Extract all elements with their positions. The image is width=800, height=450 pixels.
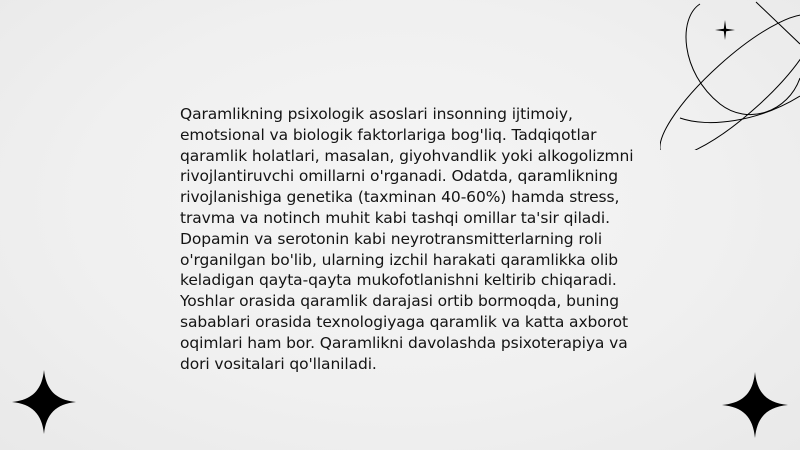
slide-body-text: Qaramlikning psixologik asoslari insonning ijtimoiy, emotsional va biologik faktorlariga bog'liq. Tadqiqotlar qaramlik holatlari, masalan, giyohvandlik yoki alkogolizmni rivojlantiruvchi omillarni o'rganadi. Odatda, qaramlikning rivojlanishiga genetika (taxminan 40-60%) hamda stress, travma va notinch muhit kabi tashqi omillar ta'sir qiladi. Dopamin va serotonin kabi neyrotransmitterlarning roli o'rganilgan bo'lib, ularning izchil harakati qaramlikka olib keladigan qayta-qayta mukofotlanishni keltirib chiqaradi. Yoshlar orasida qaramlik darajasi ortib bormoqda, buning sabablari orasida texnologiyaga qaramlik va katta axborot oqimlari ham bor. Qaramlikni davolashda psixoterapiya va dori vositalari qo'llaniladi. [180,105,634,373]
orbit-lines-icon [660,0,800,150]
four-point-star-icon [12,370,76,434]
four-point-star-icon [722,372,788,438]
